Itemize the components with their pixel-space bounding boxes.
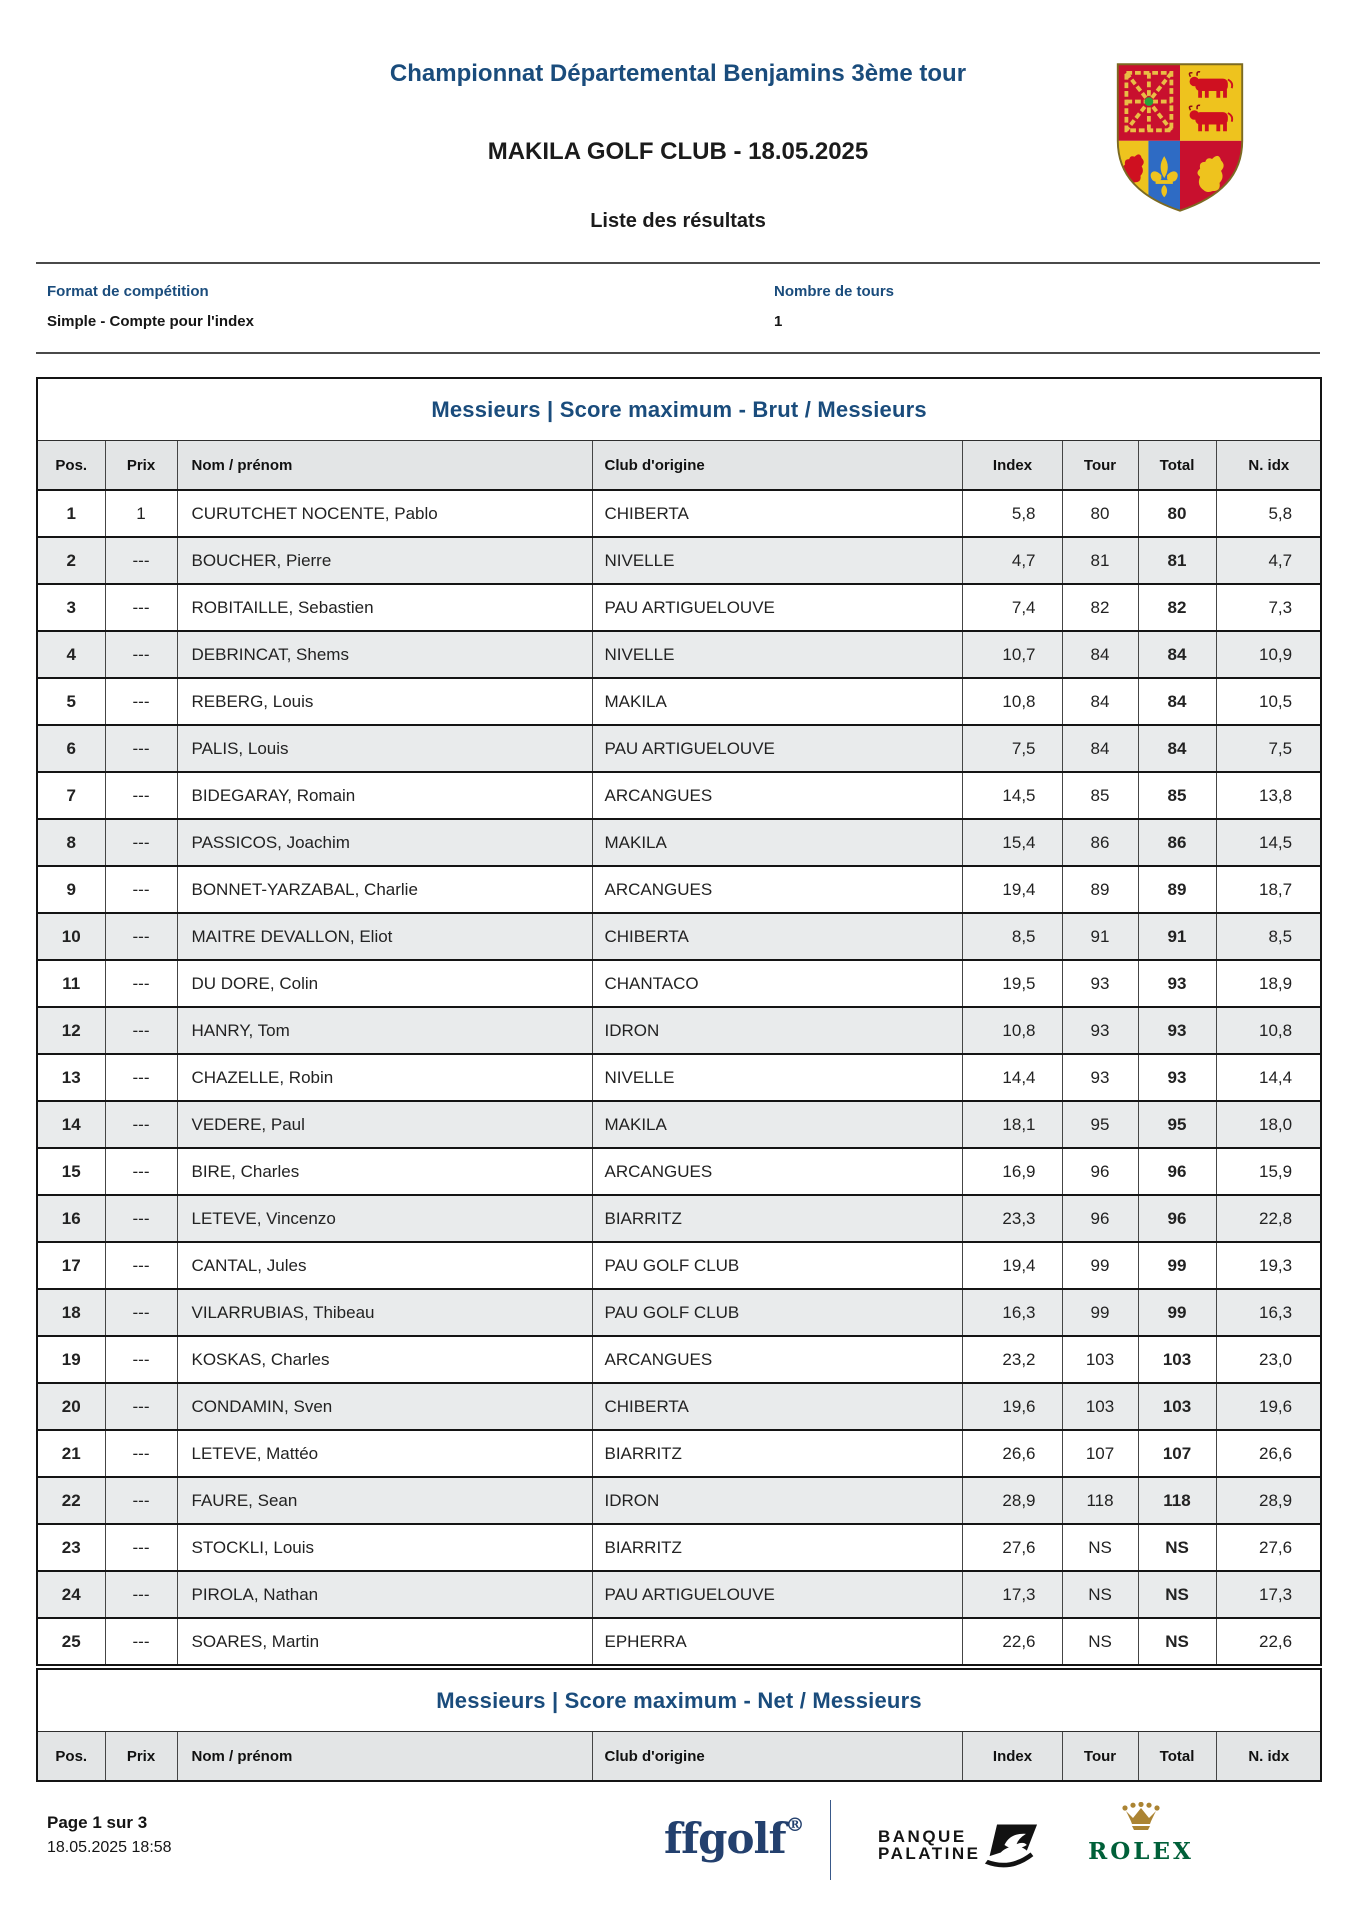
rolex-wordmark: ROLEX (1088, 1838, 1194, 1865)
pos-cell: 13 (37, 1054, 105, 1101)
nidx-cell: 10,5 (1216, 678, 1321, 725)
banque-palatine-logo (878, 1822, 1038, 1868)
nidx-cell: 15,9 (1216, 1148, 1321, 1195)
name-cell: FAURE, Sean (177, 1477, 592, 1524)
nidx-cell: 22,8 (1216, 1195, 1321, 1242)
club-cell: BIARRITZ (592, 1195, 962, 1242)
pos-cell: 5 (37, 678, 105, 725)
table-header-row (37, 441, 1321, 491)
nidx-cell: 14,5 (1216, 819, 1321, 866)
list-label: Liste des résultats (590, 210, 766, 232)
club-cell: IDRON (592, 1007, 962, 1054)
total-cell: 82 (1138, 584, 1216, 631)
index-cell: 18,1 (962, 1101, 1062, 1148)
club-cell: BIARRITZ (592, 1524, 962, 1571)
nidx-cell: 16,3 (1216, 1289, 1321, 1336)
tour-cell: 99 (1062, 1242, 1138, 1289)
index-cell: 26,6 (962, 1430, 1062, 1477)
prix-cell: --- (105, 725, 177, 772)
table-row (37, 772, 1321, 819)
tour-cell: 85 (1062, 772, 1138, 819)
name-cell: KOSKAS, Charles (177, 1336, 592, 1383)
pos-cell: 10 (37, 913, 105, 960)
column-header-club: Club d'origine (592, 441, 962, 491)
table-row (37, 1148, 1321, 1195)
column-header-total: Total (1138, 441, 1216, 491)
tour-cell: 82 (1062, 584, 1138, 631)
banque-palatine-line2: PALATINE (878, 1844, 981, 1863)
pos-cell: 7 (37, 772, 105, 819)
total-cell: NS (1138, 1524, 1216, 1571)
club-cell: NIVELLE (592, 537, 962, 584)
table-row (37, 1007, 1321, 1054)
pos-cell: 17 (37, 1242, 105, 1289)
divider (36, 262, 1320, 264)
column-header-nidx: N. idx (1216, 1732, 1321, 1782)
club-cell: CHIBERTA (592, 490, 962, 537)
total-cell: NS (1138, 1618, 1216, 1665)
nidx-cell: 10,8 (1216, 1007, 1321, 1054)
nidx-cell: 18,9 (1216, 960, 1321, 1007)
column-header-tour: Tour (1062, 441, 1138, 491)
club-cell: PAU ARTIGUELOUVE (592, 725, 962, 772)
coat-of-arms-icon (1113, 60, 1247, 214)
format-label: Format de compétition (47, 283, 209, 300)
name-cell: DEBRINCAT, Shems (177, 631, 592, 678)
total-cell: 118 (1138, 1477, 1216, 1524)
pos-cell: 18 (37, 1289, 105, 1336)
total-cell: 103 (1138, 1336, 1216, 1383)
tour-cell: 91 (1062, 913, 1138, 960)
tour-cell: 84 (1062, 678, 1138, 725)
tour-cell: 99 (1062, 1289, 1138, 1336)
tour-cell: 84 (1062, 631, 1138, 678)
index-cell: 28,9 (962, 1477, 1062, 1524)
pos-cell: 11 (37, 960, 105, 1007)
column-header-club: Club d'origine (592, 1732, 962, 1782)
table-row (37, 913, 1321, 960)
index-cell: 19,4 (962, 1242, 1062, 1289)
prix-cell: --- (105, 819, 177, 866)
table-row (37, 537, 1321, 584)
index-cell: 5,8 (962, 490, 1062, 537)
name-cell: BOUCHER, Pierre (177, 537, 592, 584)
tour-cell: 103 (1062, 1336, 1138, 1383)
index-cell: 16,9 (962, 1148, 1062, 1195)
nidx-cell: 19,3 (1216, 1242, 1321, 1289)
table-row (37, 960, 1321, 1007)
table-row (37, 631, 1321, 678)
table-row (37, 1524, 1321, 1571)
club-cell: ARCANGUES (592, 866, 962, 913)
rounds-label: Nombre de tours (774, 283, 895, 300)
nidx-cell: 18,7 (1216, 866, 1321, 913)
pos-cell: 2 (37, 537, 105, 584)
total-cell: 99 (1138, 1242, 1216, 1289)
results-table-brut (36, 377, 1322, 1666)
total-cell: 84 (1138, 725, 1216, 772)
club-cell: MAKILA (592, 819, 962, 866)
format-value: Simple - Compte pour l'index (47, 313, 254, 330)
club-cell: NIVELLE (592, 631, 962, 678)
tour-cell: 84 (1062, 725, 1138, 772)
tour-cell: 95 (1062, 1101, 1138, 1148)
table-row (37, 1195, 1321, 1242)
table-row (37, 490, 1321, 537)
total-cell: 96 (1138, 1148, 1216, 1195)
nidx-cell: 10,9 (1216, 631, 1321, 678)
prix-cell: --- (105, 1101, 177, 1148)
table-row (37, 1242, 1321, 1289)
tour-cell: 107 (1062, 1430, 1138, 1477)
total-cell: 99 (1138, 1289, 1216, 1336)
club-cell: MAKILA (592, 678, 962, 725)
name-cell: CURUTCHET NOCENTE, Pablo (177, 490, 592, 537)
pos-cell: 15 (37, 1148, 105, 1195)
prix-cell: --- (105, 1007, 177, 1054)
rolex-logo (1085, 1802, 1197, 1865)
pos-cell: 19 (37, 1336, 105, 1383)
pos-cell: 12 (37, 1007, 105, 1054)
index-cell: 7,5 (962, 725, 1062, 772)
column-header-name: Nom / prénom (177, 1732, 592, 1782)
table-row (37, 819, 1321, 866)
name-cell: CHAZELLE, Robin (177, 1054, 592, 1101)
pos-cell: 24 (37, 1571, 105, 1618)
table-row (37, 1571, 1321, 1618)
name-cell: STOCKLI, Louis (177, 1524, 592, 1571)
divider (36, 352, 1320, 354)
pos-cell: 23 (37, 1524, 105, 1571)
index-cell: 10,8 (962, 1007, 1062, 1054)
total-cell: 80 (1138, 490, 1216, 537)
nidx-cell: 19,6 (1216, 1383, 1321, 1430)
table-row (37, 1289, 1321, 1336)
column-header-prix: Prix (105, 1732, 177, 1782)
column-header-tour: Tour (1062, 1732, 1138, 1782)
total-cell: 81 (1138, 537, 1216, 584)
index-cell: 14,4 (962, 1054, 1062, 1101)
prix-cell: --- (105, 1618, 177, 1665)
pos-cell: 9 (37, 866, 105, 913)
nidx-cell: 14,4 (1216, 1054, 1321, 1101)
prix-cell: --- (105, 866, 177, 913)
index-cell: 16,3 (962, 1289, 1062, 1336)
total-cell: 84 (1138, 678, 1216, 725)
results-table-net (36, 1668, 1322, 1782)
prix-cell: --- (105, 678, 177, 725)
tour-cell: NS (1062, 1571, 1138, 1618)
table-row (37, 725, 1321, 772)
nidx-cell: 13,8 (1216, 772, 1321, 819)
registered-mark-icon: ® (785, 1814, 805, 1836)
total-cell: NS (1138, 1571, 1216, 1618)
total-cell: 103 (1138, 1383, 1216, 1430)
tour-cell: NS (1062, 1618, 1138, 1665)
index-cell: 14,5 (962, 772, 1062, 819)
prix-cell: --- (105, 1524, 177, 1571)
name-cell: REBERG, Louis (177, 678, 592, 725)
index-cell: 10,8 (962, 678, 1062, 725)
total-cell: 93 (1138, 1054, 1216, 1101)
table-row (37, 678, 1321, 725)
table-title-net: Messieurs | Score maximum - Net / Messieurs (37, 1669, 1321, 1732)
column-header-index: Index (962, 441, 1062, 491)
index-cell: 4,7 (962, 537, 1062, 584)
tour-cell: 118 (1062, 1477, 1138, 1524)
footer-divider (830, 1800, 831, 1880)
table-row (37, 1336, 1321, 1383)
pos-cell: 6 (37, 725, 105, 772)
pos-cell: 20 (37, 1383, 105, 1430)
name-cell: BONNET-YARZABAL, Charlie (177, 866, 592, 913)
name-cell: VEDERE, Paul (177, 1101, 592, 1148)
page-title: Championnat Départemental Benjamins 3ème tour (389, 60, 967, 87)
total-cell: 93 (1138, 960, 1216, 1007)
prix-cell: --- (105, 537, 177, 584)
prix-cell: --- (105, 584, 177, 631)
prix-cell: --- (105, 1054, 177, 1101)
prix-cell: 1 (105, 490, 177, 537)
name-cell: LETEVE, Mattéo (177, 1430, 592, 1477)
pos-cell: 14 (37, 1101, 105, 1148)
prix-cell: --- (105, 1477, 177, 1524)
pos-cell: 21 (37, 1430, 105, 1477)
generation-timestamp: 18.05.2025 18:58 (47, 1839, 172, 1856)
club-cell: NIVELLE (592, 1054, 962, 1101)
table-row (37, 1430, 1321, 1477)
tour-cell: 103 (1062, 1383, 1138, 1430)
tour-cell: 89 (1062, 866, 1138, 913)
total-cell: 95 (1138, 1101, 1216, 1148)
nidx-cell: 18,0 (1216, 1101, 1321, 1148)
table-header-row (37, 1732, 1321, 1782)
index-cell: 22,6 (962, 1618, 1062, 1665)
table-row (37, 1054, 1321, 1101)
column-header-index: Index (962, 1732, 1062, 1782)
nidx-cell: 5,8 (1216, 490, 1321, 537)
prix-cell: --- (105, 1430, 177, 1477)
index-cell: 23,3 (962, 1195, 1062, 1242)
prix-cell: --- (105, 960, 177, 1007)
total-cell: 89 (1138, 866, 1216, 913)
prix-cell: --- (105, 631, 177, 678)
index-cell: 17,3 (962, 1571, 1062, 1618)
nidx-cell: 23,0 (1216, 1336, 1321, 1383)
name-cell: CONDAMIN, Sven (177, 1383, 592, 1430)
name-cell: SOARES, Martin (177, 1618, 592, 1665)
tour-cell: 93 (1062, 1054, 1138, 1101)
index-cell: 10,7 (962, 631, 1062, 678)
tour-cell: 81 (1062, 537, 1138, 584)
total-cell: 84 (1138, 631, 1216, 678)
total-cell: 107 (1138, 1430, 1216, 1477)
tour-cell: 86 (1062, 819, 1138, 866)
nidx-cell: 26,6 (1216, 1430, 1321, 1477)
name-cell: PASSICOS, Joachim (177, 819, 592, 866)
table-row (37, 1477, 1321, 1524)
prix-cell: --- (105, 1289, 177, 1336)
nidx-cell: 27,6 (1216, 1524, 1321, 1571)
club-cell: ARCANGUES (592, 1148, 962, 1195)
table-row (37, 1618, 1321, 1665)
prix-cell: --- (105, 1148, 177, 1195)
club-cell: CHIBERTA (592, 913, 962, 960)
page-number: Page 1 sur 3 (47, 1813, 148, 1832)
nidx-cell: 4,7 (1216, 537, 1321, 584)
total-cell: 93 (1138, 1007, 1216, 1054)
club-cell: ARCANGUES (592, 772, 962, 819)
pos-cell: 16 (37, 1195, 105, 1242)
index-cell: 19,4 (962, 866, 1062, 913)
nidx-cell: 7,3 (1216, 584, 1321, 631)
total-cell: 86 (1138, 819, 1216, 866)
pos-cell: 3 (37, 584, 105, 631)
tour-cell: 96 (1062, 1148, 1138, 1195)
prix-cell: --- (105, 1336, 177, 1383)
tour-cell: NS (1062, 1524, 1138, 1571)
table-row (37, 1101, 1321, 1148)
column-header-prix: Prix (105, 441, 177, 491)
nidx-cell: 8,5 (1216, 913, 1321, 960)
club-cell: MAKILA (592, 1101, 962, 1148)
club-cell: PAU ARTIGUELOUVE (592, 1571, 962, 1618)
club-cell: ARCANGUES (592, 1336, 962, 1383)
tour-cell: 93 (1062, 1007, 1138, 1054)
name-cell: VILARRUBIAS, Thibeau (177, 1289, 592, 1336)
tour-cell: 93 (1062, 960, 1138, 1007)
total-cell: 96 (1138, 1195, 1216, 1242)
index-cell: 7,4 (962, 584, 1062, 631)
index-cell: 15,4 (962, 819, 1062, 866)
prix-cell: --- (105, 1383, 177, 1430)
rounds-value: 1 (774, 313, 783, 330)
tour-cell: 96 (1062, 1195, 1138, 1242)
name-cell: BIRE, Charles (177, 1148, 592, 1195)
name-cell: HANRY, Tom (177, 1007, 592, 1054)
pos-cell: 8 (37, 819, 105, 866)
total-cell: 85 (1138, 772, 1216, 819)
column-header-pos: Pos. (37, 441, 105, 491)
ffgolf-logo (664, 1814, 805, 1863)
nidx-cell: 28,9 (1216, 1477, 1321, 1524)
name-cell: DU DORE, Colin (177, 960, 592, 1007)
banque-palatine-emblem-icon (984, 1822, 1038, 1868)
club-cell: PAU GOLF CLUB (592, 1242, 962, 1289)
name-cell: MAITRE DEVALLON, Eliot (177, 913, 592, 960)
pos-cell: 1 (37, 490, 105, 537)
club-cell: CHANTACO (592, 960, 962, 1007)
nidx-cell: 22,6 (1216, 1618, 1321, 1665)
club-cell: CHIBERTA (592, 1383, 962, 1430)
index-cell: 19,6 (962, 1383, 1062, 1430)
name-cell: BIDEGARAY, Romain (177, 772, 592, 819)
table-row (37, 1383, 1321, 1430)
prix-cell: --- (105, 1242, 177, 1289)
name-cell: CANTAL, Jules (177, 1242, 592, 1289)
index-cell: 27,6 (962, 1524, 1062, 1571)
column-header-name: Nom / prénom (177, 441, 592, 491)
club-cell: BIARRITZ (592, 1430, 962, 1477)
club-cell: PAU ARTIGUELOUVE (592, 584, 962, 631)
table-row (37, 866, 1321, 913)
club-cell: PAU GOLF CLUB (592, 1289, 962, 1336)
column-header-pos: Pos. (37, 1732, 105, 1782)
name-cell: PALIS, Louis (177, 725, 592, 772)
index-cell: 19,5 (962, 960, 1062, 1007)
nidx-cell: 17,3 (1216, 1571, 1321, 1618)
pos-cell: 25 (37, 1618, 105, 1665)
club-cell: IDRON (592, 1477, 962, 1524)
prix-cell: --- (105, 1571, 177, 1618)
table-row (37, 584, 1321, 631)
pos-cell: 4 (37, 631, 105, 678)
name-cell: ROBITAILLE, Sebastien (177, 584, 592, 631)
club-cell: EPHERRA (592, 1618, 962, 1665)
name-cell: PIROLA, Nathan (177, 1571, 592, 1618)
index-cell: 23,2 (962, 1336, 1062, 1383)
prix-cell: --- (105, 913, 177, 960)
rolex-crown-icon (1119, 1802, 1163, 1832)
column-header-nidx: N. idx (1216, 441, 1321, 491)
column-header-total: Total (1138, 1732, 1216, 1782)
table-body-brut (37, 490, 1321, 1665)
banque-palatine-line1: BANQUE (878, 1827, 967, 1846)
index-cell: 8,5 (962, 913, 1062, 960)
table-title-brut: Messieurs | Score maximum - Brut / Messieurs (37, 378, 1321, 441)
total-cell: 91 (1138, 913, 1216, 960)
nidx-cell: 7,5 (1216, 725, 1321, 772)
tour-cell: 80 (1062, 490, 1138, 537)
venue-date-title: MAKILA GOLF CLUB - 18.05.2025 (487, 138, 869, 165)
prix-cell: --- (105, 1195, 177, 1242)
name-cell: LETEVE, Vincenzo (177, 1195, 592, 1242)
prix-cell: --- (105, 772, 177, 819)
ffgolf-wordmark: ffgolf (664, 1814, 786, 1863)
pos-cell: 22 (37, 1477, 105, 1524)
